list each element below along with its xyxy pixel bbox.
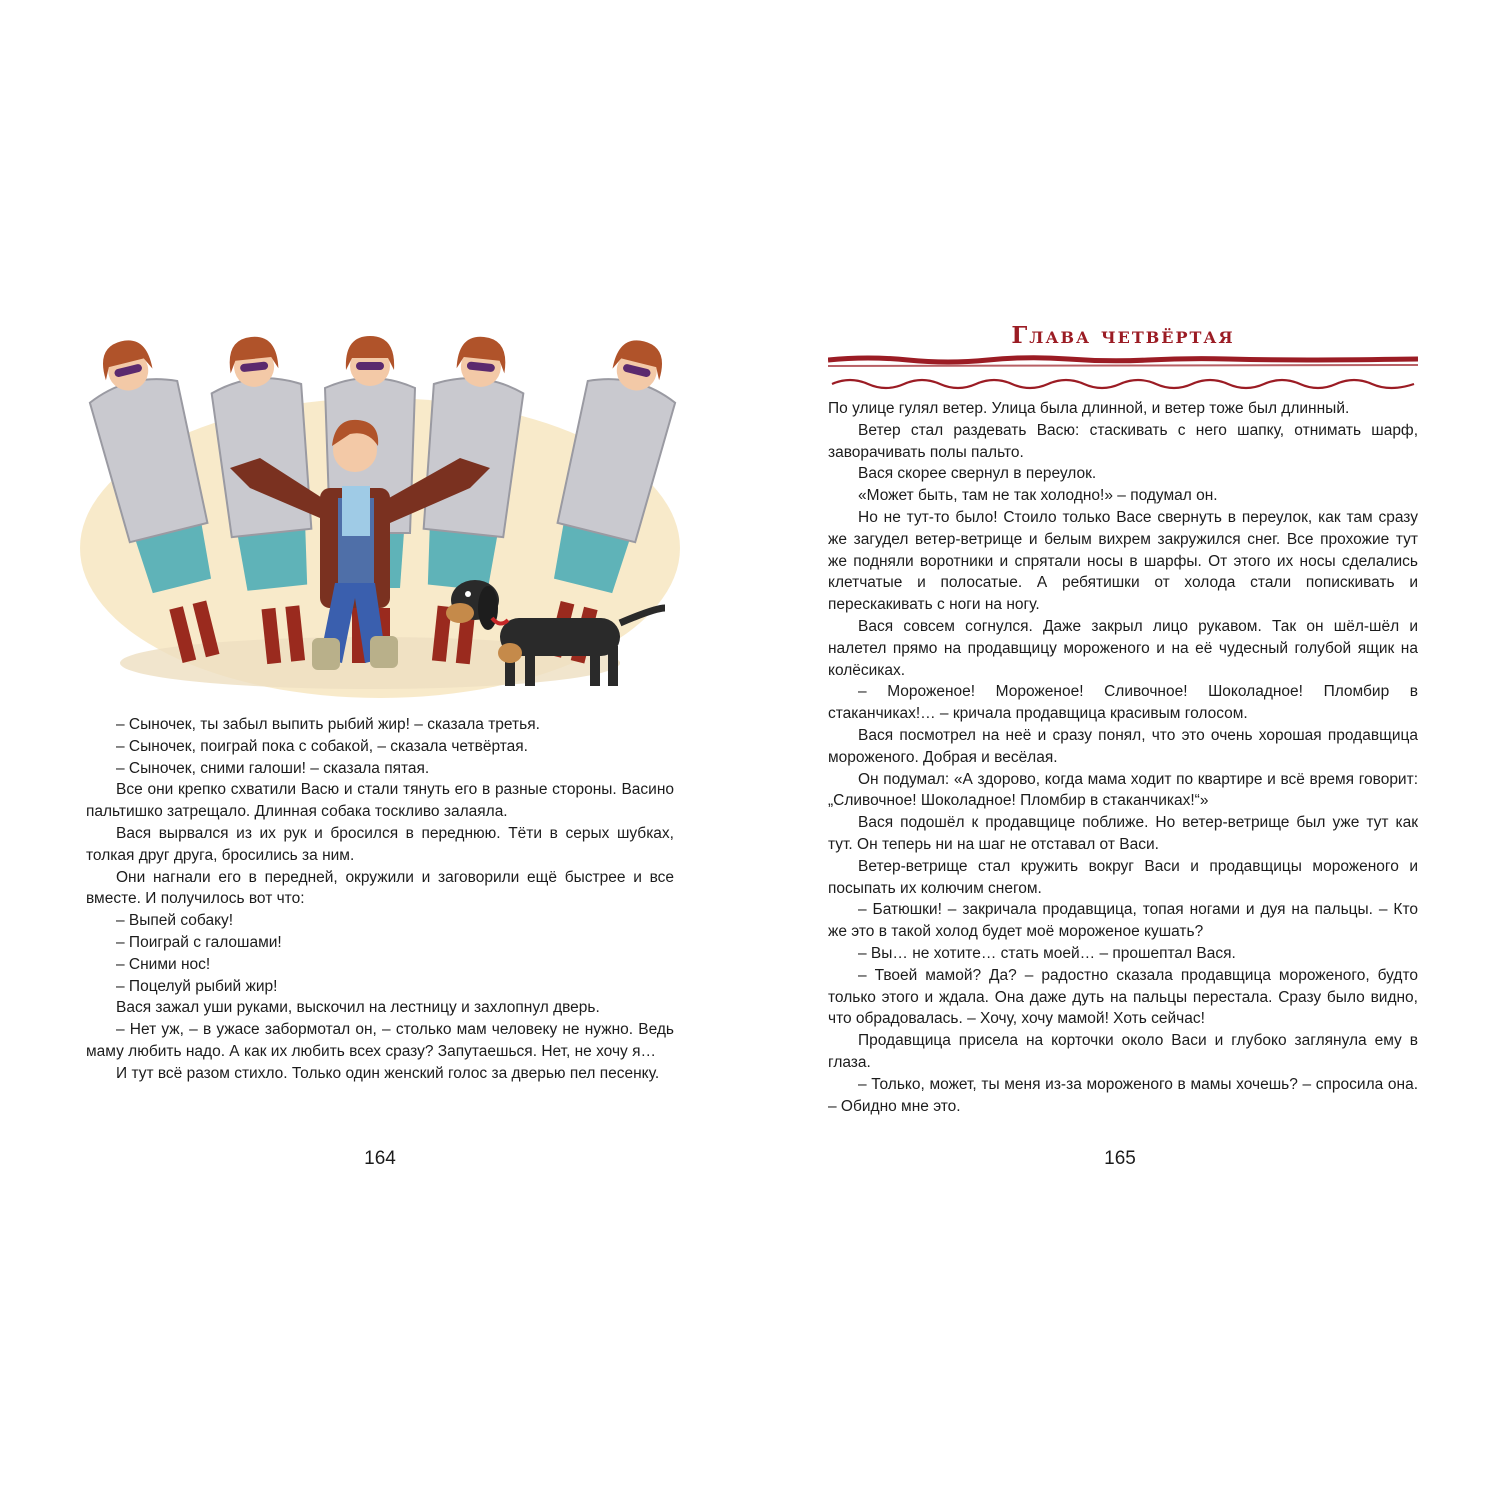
left-paragraph: Вася вырвался из их рук и бросился в переднюю. Тёти в серых шубках, толкая друг друга, бросились за ним.: [86, 824, 674, 864]
right-paragraph: «Может быть, там не так холодно!» – подумал он.: [858, 487, 1218, 505]
left-paragraph: – Сыночек, сними галоши! – сказала пятая.: [116, 759, 430, 777]
story-illustration: [80, 318, 680, 706]
right-paragraph: Продавщица присела на корточки около Васи и глубоко заглянула ему в глаза.: [828, 1032, 1418, 1071]
chapter-title-ornament: [828, 350, 1418, 392]
right-paragraph: Он подумал: «А здорово, когда мама ходит по квартире и всё время говорит: „Сливочное! Шоколадное! Пломбир в стаканчиках!“»: [828, 770, 1418, 810]
right-paragraph: – Твоей мамой? Да? – радостно сказала продавщица мороженого, будто только этого и ждала. Она даже дуть на пальцы перестала. Сразу было видно, что обрадовалась. – Хочу, хочу мамой! Хоть сейчас!: [828, 966, 1418, 1028]
right-page: [750, 0, 1500, 1500]
right-paragraph: – Мороженое! Мороженое! Сливочное! Шоколадное! Пломбир в стаканчиках!… – кричала продавщица красивым голосом.: [828, 683, 1418, 723]
left-paragraph: – Сними нос!: [116, 955, 211, 973]
left-paragraph: – Поцелуй рыбий жир!: [116, 977, 278, 995]
left-paragraph: Все они крепко схватили Васю и стали тянуть его в разные стороны. Васино пальтишко затрещало. Длинная собака тоскливо залаяла.: [86, 781, 674, 821]
left-page-text: [86, 714, 674, 1085]
left-paragraph: Они нагнали его в передней, окружили и заговорили ещё быстрее и все вместе. И получилось вот что:: [86, 868, 674, 908]
left-paragraph: – Выпей собаку!: [116, 912, 234, 930]
right-paragraph: Ветер стал раздевать Васю: стаскивать с него шапку, отнимать шарф, заворачивать полы пальто.: [828, 421, 1418, 461]
right-paragraph: Ветер-ветрище стал кружить вокруг Васи и продавщицы мороженого и посыпать их колючим снегом.: [828, 857, 1418, 897]
right-paragraph: Вася подошёл к продавщице поближе. Но ветер-ветрище был уже тут как тут. Он теперь ни на шаг не отставал от Васи.: [828, 814, 1418, 853]
left-paragraph: Вася зажал уши руками, выскочил на лестницу и захлопнул дверь.: [116, 999, 600, 1017]
page-number-right: 165: [1104, 1148, 1136, 1169]
left-paragraph: – Нет уж, – в ужасе забормотал он, – столько мам человеку не нужно. Ведь маму любить надо. А как их любить всех сразу? Запутаешься. Нет, не хочу я…: [86, 1021, 674, 1060]
right-paragraph: Вася посмотрел на неё и сразу понял, что это очень хорошая продавщица мороженого. Добрая и весёлая.: [828, 726, 1418, 766]
right-page-text: [828, 398, 1418, 1117]
left-paragraph: И тут всё разом стихло. Только один женский голос за дверью пел песенку.: [116, 1064, 660, 1082]
right-paragraph: Но не тут-то было! Стоило только Васе свернуть в переулок, как там сразу же загудел ветер-ветрище и белым вихрем закружился снег. Все прохожие тут же подняли воротники и спрятали носы в шарфы. От этого их носы сделались клетчатые и полосатые. А ребятишки от холода стали попискивать и перескакивать с ноги на ногу.: [828, 508, 1418, 614]
opening-paragraph: По улице гулял ветер. Улица была длинной, и ветер тоже был длинный.: [828, 400, 1350, 417]
right-paragraph: – Вы… не хотите… стать моей… – прошептал Вася.: [858, 944, 1236, 962]
right-paragraph: – Батюшки! – закричала продавщица, топая ногами и дуя на пальцы. – Кто же это в такой холод будет моё мороженое кушать?: [828, 901, 1418, 941]
right-paragraph: Вася скорее свернул в переулок.: [858, 465, 1097, 483]
page-number-left: 164: [364, 1148, 396, 1169]
right-paragraph: Вася совсем согнулся. Даже закрыл лицо рукавом. Так он шёл-шёл и налетел прямо на продавщицу мороженого и на её чудесный голубой ящик на колёсиках.: [828, 617, 1418, 679]
right-paragraph: – Только, может, ты меня из-за мороженого в мамы хочешь? – спросила она. – Обидно мне это.: [828, 1075, 1418, 1115]
left-paragraph: – Сыночек, ты забыл выпить рыбий жир! – сказала третья.: [116, 716, 540, 733]
left-paragraph: – Поиграй с галошами!: [116, 933, 282, 951]
chapter-title: Глава четвёртая: [1011, 322, 1235, 349]
left-paragraph: – Сыночек, поиграй пока с собакой, – сказала четвёртая.: [116, 737, 528, 755]
